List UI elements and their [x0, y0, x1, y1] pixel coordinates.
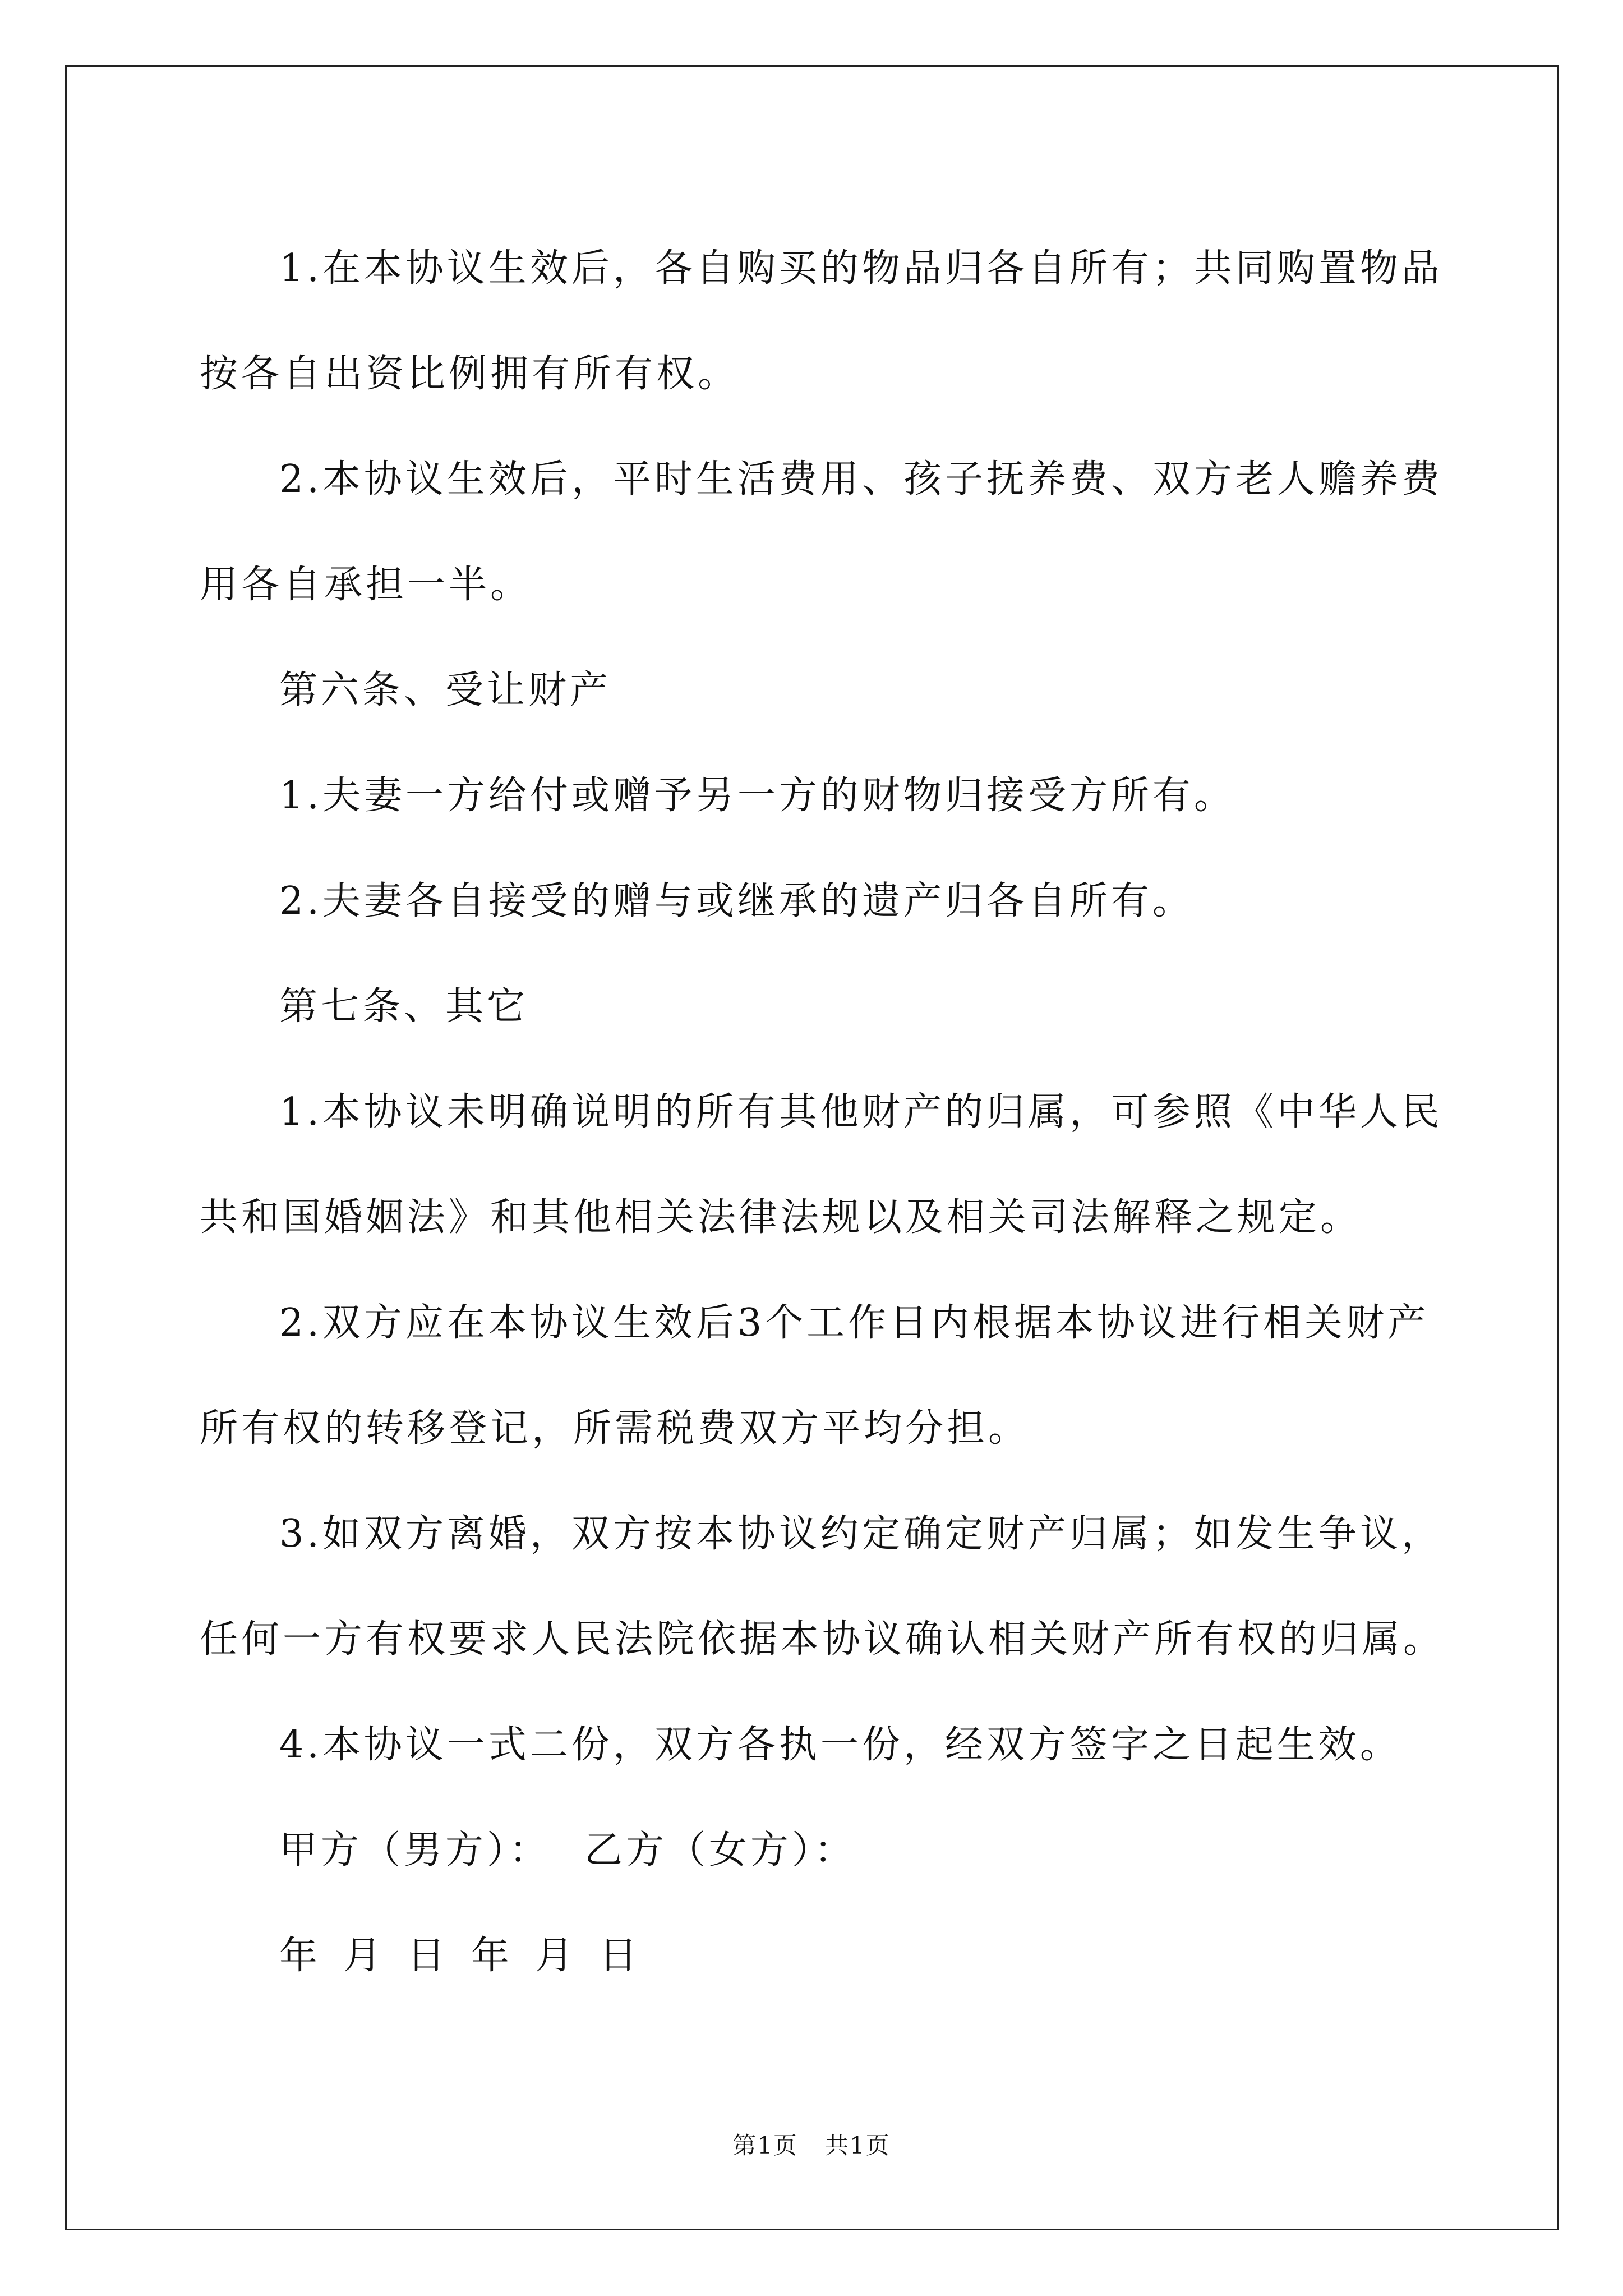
- date-line: [200, 1903, 1428, 2009]
- paragraph-line: 2.本协议生效后，平时生活费用、孩子抚养费、双方老人赡养费: [279, 457, 1443, 501]
- date-year-b: 年: [471, 1934, 513, 1978]
- document-body: [200, 216, 1445, 2009]
- page-number: 第1页: [732, 2132, 798, 2159]
- paragraph-line: 用各自承担一半。: [200, 563, 532, 607]
- date-month-a: 月: [343, 1934, 385, 1978]
- paragraph-line: 任何一方有权要求人民法院依据本协议确认相关财产所有权的归属。: [200, 1617, 1445, 1662]
- party-b-label: 乙方（女方）：: [584, 1828, 856, 1872]
- paragraph-line: 共和国婚姻法》和其他相关法律法规以及相关司法解释之规定。: [200, 1195, 1362, 1240]
- paragraph-line: 4.本协议一式二份，双方各执一份，经双方签字之日起生效。: [279, 1723, 1401, 1767]
- article-heading: 第六条、受让财产: [279, 668, 612, 712]
- page-total: 共1页: [825, 2132, 891, 2159]
- article-heading: 第七条、其它: [279, 984, 529, 1029]
- paragraph-line: 按各自出资比例拥有所有权。: [200, 352, 740, 396]
- paragraph-line: 1.本协议未明确说明的所有其他财产的归属，可参照《中华人民: [279, 1090, 1443, 1134]
- paragraph-line: 3.如双方离婚，双方按本协议约定确定财产归属；如发生争议，: [279, 1512, 1443, 1556]
- paragraph-line: 2.夫妻各自接受的赠与或继承的遗产归各自所有。: [279, 879, 1194, 923]
- party-a-label: 甲方（男方）：: [279, 1828, 551, 1872]
- signature-line: [200, 1798, 1428, 1903]
- page-footer: [0, 2132, 1623, 2160]
- paragraph-line: 所有权的转移登记，所需税费双方平均分担。: [200, 1406, 1030, 1451]
- date-day-b: 日: [599, 1934, 641, 1978]
- date-year-a: 年: [279, 1934, 321, 1978]
- paragraph-line: 2.双方应在本协议生效后3个工作日内根据本协议进行相关财产: [279, 1301, 1430, 1345]
- date-month-b: 月: [535, 1934, 577, 1978]
- paragraph-line: 1.夫妻一方给付或赠予另一方的财物归接受方所有。: [279, 774, 1235, 818]
- date-day-a: 日: [407, 1934, 449, 1978]
- paragraph-line: 1.在本协议生效后，各自购买的物品归各自所有；共同购置物品: [279, 246, 1443, 291]
